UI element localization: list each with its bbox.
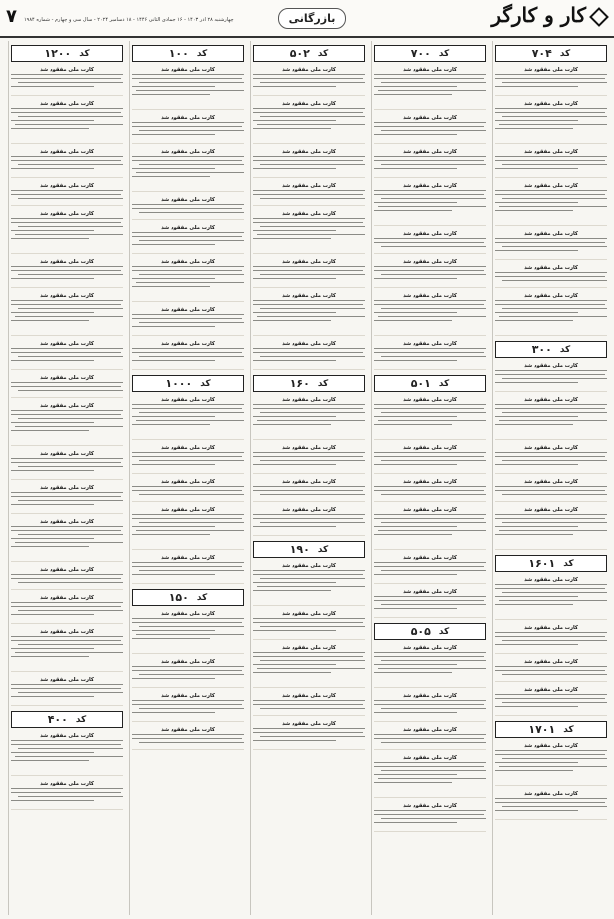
classified-ad: کارت ملی مفقود شد xyxy=(374,479,486,502)
classified-ad: کارت ملی مفقود شد xyxy=(374,149,486,178)
brand-title xyxy=(491,3,606,27)
masthead xyxy=(0,0,614,38)
classified-ad: کارت ملی مفقود شد xyxy=(11,341,123,370)
dateline: چهارشنبه ۲۸ آذر ۱۴۰۳ - ۱۶ جمادی الثانی ۱۴۴۶ - ۱۸ دسامبر ۲۰۲۴ - سال سی و چهارم - شماره ۱۹۸۴ xyxy=(24,17,234,23)
classified-ad: کارت ملی مفقود شد xyxy=(253,341,365,370)
classified-ad: کارت ملی مفقود شد xyxy=(495,67,607,96)
classified-ad: کارت ملی مفقود شد xyxy=(253,563,365,606)
classified-ad: کارت ملی مفقود شد xyxy=(11,629,123,672)
classified-ad: کارت ملی مفقود شد xyxy=(11,677,123,706)
classified-ad: کارت ملی مفقود شد xyxy=(374,803,486,832)
classified-ad: کارت ملی مفقود شد xyxy=(11,595,123,624)
classified-ad: کارت ملی مفقود شد xyxy=(495,479,607,502)
code-box: کد ۱۲۰۰ xyxy=(11,45,123,62)
classified-ad: کارت ملی مفقود شد xyxy=(11,183,123,206)
classified-ad: کارت ملی مفقود شد xyxy=(11,211,123,254)
classified-ad: کارت ملی مفقود شد xyxy=(495,577,607,620)
classified-ad: کارت ملی مفقود شد xyxy=(132,693,244,722)
classified-ad: کارت ملی مفقود شد xyxy=(374,727,486,750)
classified-ad: کارت ملی مفقود شد xyxy=(132,611,244,654)
classified-ad: کارت ملی مفقود شد xyxy=(374,67,486,110)
classified-ad: کارت ملی مفقود شد xyxy=(11,259,123,288)
classified-ad: کارت ملی مفقود شد xyxy=(253,693,365,716)
classified-ad: کارت ملی مفقود شد xyxy=(495,101,607,144)
classified-ad: کارت ملی مفقود شد xyxy=(11,375,123,398)
code-box: کد ۴۰۰ xyxy=(11,711,123,728)
brand-diamond-icon xyxy=(589,7,609,27)
classified-ad: کارت ملی مفقود شد xyxy=(11,781,123,810)
classified-ad: کارت ملی مفقود شد xyxy=(495,397,607,440)
code-box: کد ۱۹۰ xyxy=(253,541,365,558)
classified-ad: کارت ملی مفقود شد xyxy=(495,743,607,786)
column-4 xyxy=(129,41,246,915)
classified-ad: کارت ملی مفقود شد xyxy=(374,115,486,144)
classified-ad: کارت ملی مفقود شد xyxy=(253,445,365,474)
classified-ad: کارت ملی مفقود شد xyxy=(374,183,486,226)
classified-ad: کارت ملی مفقود شد xyxy=(495,293,607,336)
code-box: کد ۵۰۲ xyxy=(253,45,365,62)
classified-ad: کارت ملی مفقود شد xyxy=(374,507,486,550)
classified-ad: کارت ملی مفقود شد xyxy=(11,293,123,336)
classified-ad: کارت ملی مفقود شد xyxy=(495,231,607,260)
classified-ad: کارت ملی مفقود شد xyxy=(495,363,607,392)
classified-ad: کارت ملی مفقود شد xyxy=(495,791,607,820)
classified-ad: کارت ملی مفقود شد xyxy=(374,755,486,798)
classified-ad: کارت ملی مفقود شد xyxy=(374,645,486,688)
classified-ad: کارت ملی مفقود شد xyxy=(11,567,123,590)
code-box: کد ۳۰۰ xyxy=(495,341,607,358)
classified-ad: کارت ملی مفقود شد xyxy=(132,507,244,550)
classified-ad: کارت ملی مفقود شد xyxy=(132,397,244,440)
classified-ad: کارت ملی مفقود شد xyxy=(495,265,607,288)
classified-ad: کارت ملی مفقود شد xyxy=(374,693,486,722)
classified-ad: کارت ملی مفقود شد xyxy=(11,149,123,178)
classified-ad: کارت ملی مفقود شد xyxy=(132,225,244,254)
code-box: کد ۱۰۰ xyxy=(132,45,244,62)
classified-ad: کارت ملی مفقود شد xyxy=(132,727,244,750)
code-box: کد ۱۷۰۱ xyxy=(495,721,607,738)
classified-ad: کارت ملی مفقود شد xyxy=(374,555,486,584)
classified-ad: کارت ملی مفقود شد xyxy=(253,259,365,288)
classified-ad: کارت ملی مفقود شد xyxy=(495,507,607,550)
classified-ad: کارت ملی مفقود شد xyxy=(132,259,244,302)
classified-ad: کارت ملی مفقود شد xyxy=(253,479,365,502)
classified-ad: کارت ملی مفقود شد xyxy=(11,485,123,514)
classified-ad: کارت ملی مفقود شد xyxy=(374,259,486,288)
classified-ad: کارت ملی مفقود شد xyxy=(132,555,244,584)
classified-ad: کارت ملی مفقود شد xyxy=(132,197,244,220)
classified-ad: کارت ملی مفقود شد xyxy=(11,67,123,96)
classified-ad: کارت ملی مفقود شد xyxy=(495,687,607,716)
column-2 xyxy=(371,41,488,915)
classified-ad: کارت ملی مفقود شد xyxy=(11,733,123,776)
code-box: کد ۱۵۰ xyxy=(132,589,244,606)
code-box: کد ۱۶۰ xyxy=(253,375,365,392)
classified-ad: کارت ملی مفقود شد xyxy=(11,403,123,446)
classified-ad: کارت ملی مفقود شد xyxy=(253,507,365,536)
classified-ad: کارت ملی مفقود شد xyxy=(374,445,486,474)
code-box: کد ۱۶۰۱ xyxy=(495,555,607,572)
classified-ad: کارت ملی مفقود شد xyxy=(253,397,365,440)
classified-ad: کارت ملی مفقود شد xyxy=(132,659,244,688)
classified-ad: کارت ملی مفقود شد xyxy=(132,149,244,192)
classified-ad: کارت ملی مفقود شد xyxy=(132,479,244,502)
classified-ad: کارت ملی مفقود شد xyxy=(374,341,486,370)
classified-ad: کارت ملی مفقود شد xyxy=(374,293,486,336)
code-box: کد ۵۰۱ xyxy=(374,375,486,392)
classified-ad: کارت ملی مفقود شد xyxy=(11,451,123,480)
classified-ad: کارت ملی مفقود شد xyxy=(132,445,244,474)
classified-ad: کارت ملی مفقود شد xyxy=(495,625,607,654)
code-box: کد ۵۰۵ xyxy=(374,623,486,640)
brand-text: کار و کارگر xyxy=(491,3,586,27)
classified-ad: کارت ملی مفقود شد xyxy=(253,149,365,178)
classified-ad: کارت ملی مفقود شد xyxy=(253,721,365,750)
classified-ad: کارت ملی مفقود شد xyxy=(132,67,244,110)
classified-ad: کارت ملی مفقود شد xyxy=(495,183,607,226)
section-badge: بازرگانی xyxy=(278,8,346,29)
classified-ad: کارت ملی مفقود شد xyxy=(253,645,365,688)
classified-ad: کارت ملی مفقود شد xyxy=(253,211,365,254)
classified-ad: کارت ملی مفقود شد xyxy=(374,397,486,440)
column-5 xyxy=(8,41,125,915)
classified-ad: کارت ملی مفقود شد xyxy=(253,293,365,336)
classified-ad: کارت ملی مفقود شد xyxy=(495,149,607,178)
classified-ad: کارت ملی مفقود شد xyxy=(11,101,123,144)
code-box: کد ۷۰۰ xyxy=(374,45,486,62)
page-number: ۷ xyxy=(6,6,17,27)
classified-ad: کارت ملی مفقود شد xyxy=(253,183,365,206)
classified-columns xyxy=(5,41,609,915)
classified-ad: کارت ملی مفقود شد xyxy=(374,589,486,618)
code-box: کد ۱۰۰۰ xyxy=(132,375,244,392)
classified-ad: کارت ملی مفقود شد xyxy=(253,67,365,96)
classified-ad: کارت ملی مفقود شد xyxy=(132,307,244,336)
classified-ad: کارت ملی مفقود شد xyxy=(253,611,365,640)
column-3 xyxy=(250,41,367,915)
classified-ad: کارت ملی مفقود شد xyxy=(11,519,123,562)
classified-ad: کارت ملی مفقود شد xyxy=(495,445,607,474)
classified-ad: کارت ملی مفقود شد xyxy=(374,231,486,254)
classified-ad: کارت ملی مفقود شد xyxy=(253,101,365,144)
classified-ad: کارت ملی مفقود شد xyxy=(132,341,244,370)
classified-ad: کارت ملی مفقود شد xyxy=(132,115,244,144)
classified-ad: کارت ملی مفقود شد xyxy=(495,659,607,682)
code-box: کد ۷۰۴ xyxy=(495,45,607,62)
column-1 xyxy=(492,41,609,915)
